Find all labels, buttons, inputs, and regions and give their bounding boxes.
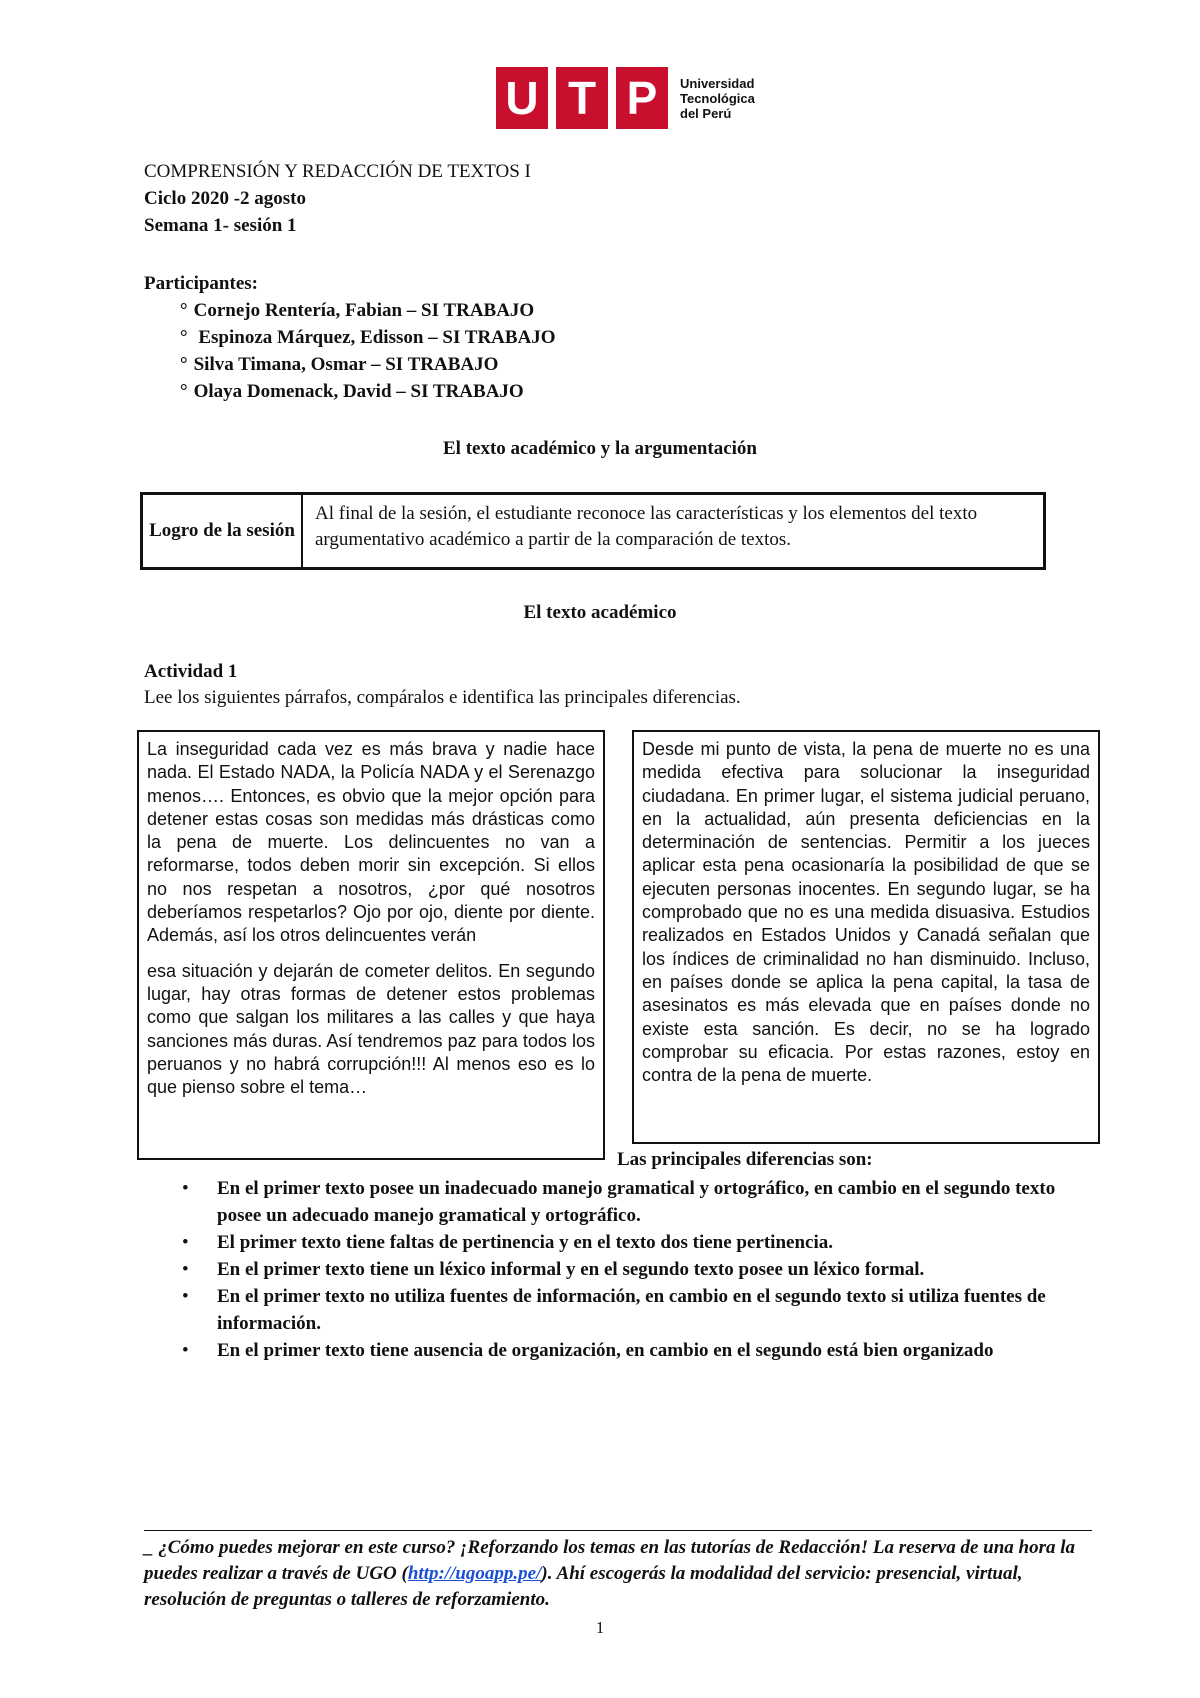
difference-item: • En el primer texto no utiliza fuentes de información, en cambio en el segundo texto si utiliza fuentes de información.	[180, 1283, 1100, 1337]
difference-item: • El primer texto tiene faltas de pertinencia y en el texto dos tiene pertinencia.	[180, 1229, 1100, 1256]
utp-logo	[496, 67, 755, 129]
participant-item: ° Espinoza Márquez, Edisson – SI TRABAJO	[180, 324, 556, 351]
differences-list	[180, 1175, 1100, 1364]
ugo-link[interactable]: http://ugoapp.pe/	[407, 1563, 542, 1584]
difference-item: • En el primer texto posee un inadecuado manejo gramatical y ortográfico, en cambio en el segundo texto posee un adecuado manejo gramatical y ortográfico.	[180, 1175, 1100, 1229]
logo-letter-p: P	[616, 67, 668, 129]
logro-text: Al final de la sesión, el estudiante reconoce las características y los elementos del texto argumentativo académico a partir de la comparación de textos.	[315, 503, 978, 550]
footer-text-before: _ ¿Cómo puedes mejorar en este curso? ¡Reforzando los temas en las tutorías de Redacción! La reserva de una hora la puedes realizar a través de UGO (	[144, 1537, 1076, 1584]
logro-table	[140, 492, 1046, 570]
course-week: Semana 1- sesión 1	[144, 215, 297, 236]
participant-item: ° Cornejo Rentería, Fabian – SI TRABAJO	[180, 297, 556, 324]
participants-section	[144, 270, 556, 405]
text-box-2	[632, 730, 1100, 1144]
logo-letter-u: U	[496, 67, 548, 129]
course-title: COMPRENSIÓN Y REDACCIÓN DE TEXTOS I	[144, 161, 531, 182]
participants-list	[144, 297, 556, 405]
participant-item: ° Silva Timana, Osmar – SI TRABAJO	[180, 351, 556, 378]
differences-title: Las principales diferencias son:	[617, 1149, 873, 1170]
section-title: El texto académico y la argumentación	[443, 438, 757, 459]
subsection-title: El texto académico	[523, 602, 677, 623]
logo-name-line: del Perú	[680, 105, 732, 121]
course-cycle: Ciclo 2020 -2 agosto	[144, 188, 307, 209]
logo-letter-t: T	[556, 67, 608, 129]
page-number: 1	[595, 1618, 605, 1637]
activity-title: Actividad 1	[144, 661, 238, 682]
participant-item: ° Olaya Domenack, David – SI TRABAJO	[180, 378, 556, 405]
text-1-part-1: La inseguridad cada vez es más brava y nadie hace nada. El Estado NADA, la Policía NADA y el Serenazgo menos…. Entonces, es obvio que la mejor opción para detener estas cosas son medidas más drásticas como la pena de muerte. Los delincuentes no van a reformarse, todos deben morir sin excepción. Si ellos no nos respetan a nosotros, ¿por qué nosotros deberíamos respetarlos? Ojo por ojo, diente por diente. Además, así los otros delincuentes verán	[147, 739, 595, 946]
footer-text-after: ). Ahí escogerás la modalidad del servicio: presencial, virtual, resolución de preguntas o talleres de reforzamiento.	[144, 1563, 1023, 1610]
participants-label: Participantes:	[144, 273, 258, 294]
text-1-part-2: esa situación y dejarán de cometer delitos. En segundo lugar, hay otras formas de detener estos problemas como que salgan los militares a las calles y que haya sanciones más duras. Así tendremos paz para todos los peruanos y no habrá corrupción!!! Al menos eso es lo que pienso sobre el tema…	[147, 960, 595, 1098]
text-box-1	[137, 730, 605, 1160]
footer-divider	[144, 1530, 1092, 1531]
logo-name-line: Universidad	[680, 75, 755, 91]
difference-item: • En el primer texto tiene ausencia de organización, en cambio en el segundo está bien organizado	[180, 1337, 1100, 1364]
logo-name-line: Tecnológica	[680, 90, 755, 106]
difference-item: • En el primer texto tiene un léxico informal y en el segundo texto posee un léxico formal.	[180, 1256, 1100, 1283]
text-2: Desde mi punto de vista, la pena de muerte no es una medida efectiva para solucionar la inseguridad ciudadana. En primer lugar, el sistema judicial peruano, en la actualidad, aún presenta deficiencias en la determinación de sentencias. Permitir a los jueces aplicar esta pena ocasionaría la posibilidad de que se ejecuten personas inocentes. En segundo lugar, se ha comprobado que no es una medida disuasiva. Estudios realizados en Estados Unidos y Canadá señalan que los índices de criminalidad no han disminuido. Incluso, en países donde se aplica la pena capital, la tasa de asesinatos es más elevada que en países donde no existe esta sanción. Es decir, no se ha logrado comprobar su eficacia. Por estas razones, estoy en contra de la pena de muerte.	[642, 739, 1090, 1086]
logro-label: Logro de la sesión	[143, 495, 303, 567]
footer-note	[144, 1535, 1094, 1613]
logo-name	[680, 76, 755, 121]
activity-instruction: Lee los siguientes párrafos, compáralos e identifica las principales diferencias.	[144, 687, 741, 708]
